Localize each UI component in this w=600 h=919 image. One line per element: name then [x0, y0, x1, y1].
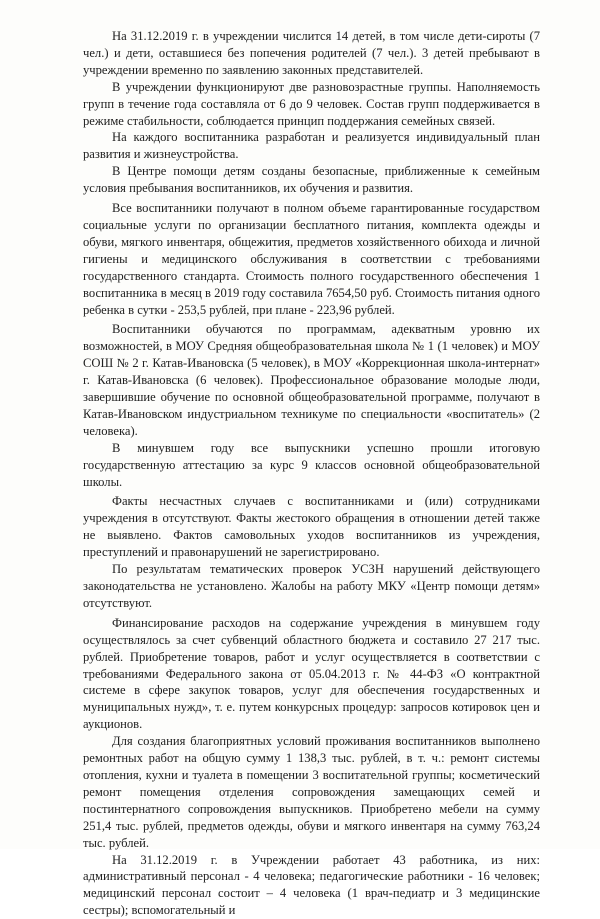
paragraph-children-count: На 31.12.2019 г. в учреждении числится 14 детей, в том числе дети-сироты (7 чел.) и дети, оставшиеся без попечения родителей (7 чел.). 3 детей пребывают в учреждении временно по заявлению законных представителей. [83, 28, 540, 79]
paragraph-repairs: Для создания благоприятных условий проживания воспитанников выполнено ремонтных работ на общую сумму 1 138,3 тыс. рублей, в т. ч.: ремонт системы отопления, кухни и туалета в помещении 3 воспитательной группы; косметический ремонт помещения отделения сопровождения замещающих семей и постинтернатного сопровождения выпускников. Приобретено мебели на сумму 251,4 тыс. рублей, предметов одежды, обуви и мягкого инвентаря на сумму 763,24 тыс. рублей. [83, 733, 540, 851]
paragraph-financing: Финансирование расходов на содержание учреждения в минувшем году осуществлялось за счет субвенций областного бюджета и составило 27 217 тыс. рублей. Приобретение товаров, работ и услуг осуществляется в соответствии с требованиями Федерального закона от 05.04.2013 г. № 44-ФЗ «О контрактной системе в сфере закупок товаров, услуг для обеспечения государственных и муниципальных нужд», т. е. путем конкурсных процедур: запросов котировок цен и аукционов. [83, 615, 540, 733]
paragraph-groups: В учреждении функционируют две разновозрастные группы. Наполняемость групп в течение года составляла от 6 до 9 человек. Состав групп поддерживается в режиме стабильности, соблюдается принцип поддержания семейных связей. [83, 79, 540, 130]
paragraph-inspections: По результатам тематических проверок УСЗН нарушений действующего законодательства не установлено. Жалобы на работу МКУ «Центр помощи детям» отсутствуют. [83, 561, 540, 612]
paragraph-staff: На 31.12.2019 г. в Учреждении работает 43 работника, из них: административный персонал - 4 человека; педагогические работники - 16 человек; медицинский персонал состоит – 4 человека (1 врач-педиатр и 3 медицинские сестры); вспомогательный и [83, 852, 540, 919]
paragraph-education: Воспитанники обучаются по программам, адекватным уровню их возможностей, в МОУ Средняя общеобразовательная школа № 1 (1 человек) и МОУ СОШ № 2 г. Катав-Ивановска (5 человек), в МОУ «Коррекционная школа-интернат» г. Катав-Ивановска (6 человек). Профессиональное образование молодые люди, завершившие обучение по основной общеобразовательной программе, получают в Катав-Ивановском индустриальном техникуме по специальности «воспитатель» (2 человека). [83, 321, 540, 439]
paragraph-safe-conditions: В Центре помощи детям созданы безопасные, приближенные к семейным условия пребывания воспитанников, их обучения и развития. [83, 163, 540, 197]
paragraph-individual-plan: На каждого воспитанника разработан и реализуется индивидуальный план развития и жизнеустройства. [83, 129, 540, 163]
paragraph-incidents: Факты несчастных случаев с воспитанниками и (или) сотрудниками учреждения в отсутствуют. Факты жестокого обращения в отношении детей также не выявлено. Фактов самовольных уходов воспитанников из учреждения, преступлений и правонарушений не зарегистрировано. [83, 493, 540, 561]
paragraph-certification: В минувшем году все выпускники успешно прошли итоговую государственную аттестацию за курс 9 классов основной общеобразовательной школы. [83, 440, 540, 491]
paragraph-state-services: Все воспитанники получают в полном объеме гарантированные государством социальные услуги по организации бесплатного питания, комплекта одежды и обуви, мягкого инвентаря, общежития, предметов хозяйственного обихода и личной гигиены и медицинского обслуживания в соответствии с требованиями государственного стандарта. Стоимость полного государственного обеспечения 1 воспитанника в месяц в 2019 году составила 7654,50 руб. Стоимость питания одного ребенка в сутки - 253,5 рублей, при плане - 223,96 рублей. [83, 200, 540, 318]
